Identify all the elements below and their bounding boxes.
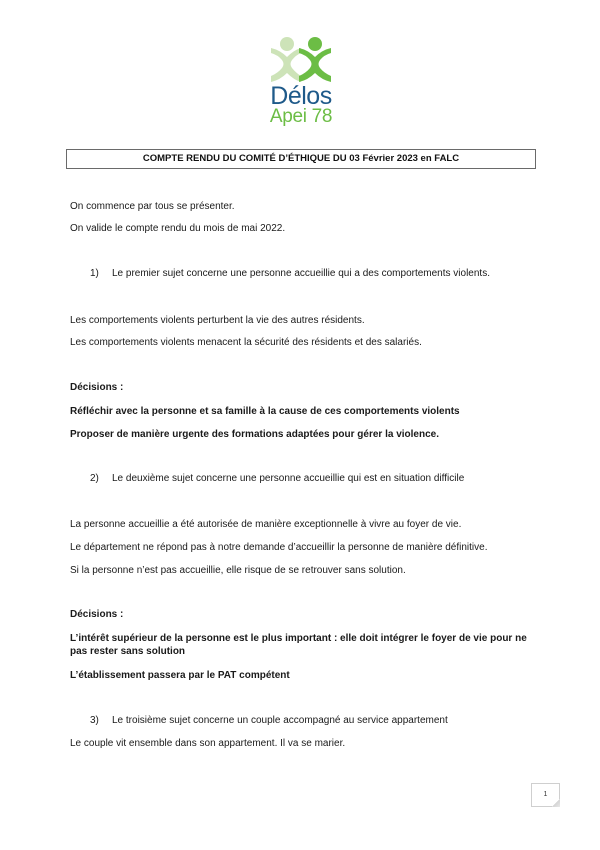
document-title: COMPTE RENDU DU COMITÉ D’ÉTHIQUE DU 03 Février 2023 en FALC: [66, 149, 536, 169]
topic-paragraph: La personne accueillie a été autorisée de manière exceptionnelle à vivre au foyer de vie.: [70, 519, 462, 530]
decision-item: Réfléchir avec la personne et sa famille à la cause de ces comportements violents: [70, 406, 460, 417]
topic-paragraph: Le couple vit ensemble dans son appartement. Il va se marier.: [70, 738, 346, 749]
intro-line: On commence par tous se présenter.: [70, 201, 235, 212]
decision-item: L’intérêt supérieur de la personne est le plus important : elle doit intégrer le foyer de vie pour ne pas rester sans solution: [70, 633, 527, 657]
delos-apei-logo: [268, 36, 334, 136]
topic-heading-1: [90, 267, 490, 280]
page-number: 1: [543, 791, 548, 798]
page-fold-icon: [552, 799, 560, 807]
decision-item: Proposer de manière urgente des formations adaptées pour gérer la violence.: [70, 429, 440, 440]
topic-heading-3: [90, 714, 448, 727]
decisions-label: Décisions :: [70, 609, 124, 620]
decisions-label: Décisions :: [70, 382, 124, 393]
decision-item: L’établissement passera par le PAT compétent: [70, 670, 290, 681]
logo-text-delos: Délos: [270, 82, 332, 110]
people-figures-icon: [268, 36, 334, 84]
topic-heading-2: [90, 472, 464, 485]
page-number-box: [531, 783, 560, 807]
topic-heading-text: Le troisième sujet concerne un couple accompagné au service appartement: [112, 715, 448, 726]
topic-number: 1): [90, 268, 99, 279]
topic-paragraph: Les comportements violents perturbent la vie des autres résidents.: [70, 315, 365, 326]
intro-line: On valide le compte rendu du mois de mai 2022.: [70, 223, 286, 234]
topic-paragraph: Si la personne n’est pas accueillie, elle risque de se retrouver sans solution.: [70, 565, 406, 576]
topic-number: 2): [90, 473, 99, 484]
topic-paragraph: Les comportements violents menacent la sécurité des résidents et des salariés.: [70, 337, 422, 348]
topic-number: 3): [90, 715, 99, 726]
topic-heading-text: Le deuxième sujet concerne une personne accueillie qui est en situation difficile: [112, 473, 465, 484]
topic-heading-text: Le premier sujet concerne une personne accueillie qui a des comportements violents.: [112, 268, 490, 279]
logo-text-apei: Apei 78: [269, 106, 333, 127]
topic-paragraph: Le département ne répond pas à notre demande d’accueillir la personne de manière définitive.: [70, 542, 488, 553]
